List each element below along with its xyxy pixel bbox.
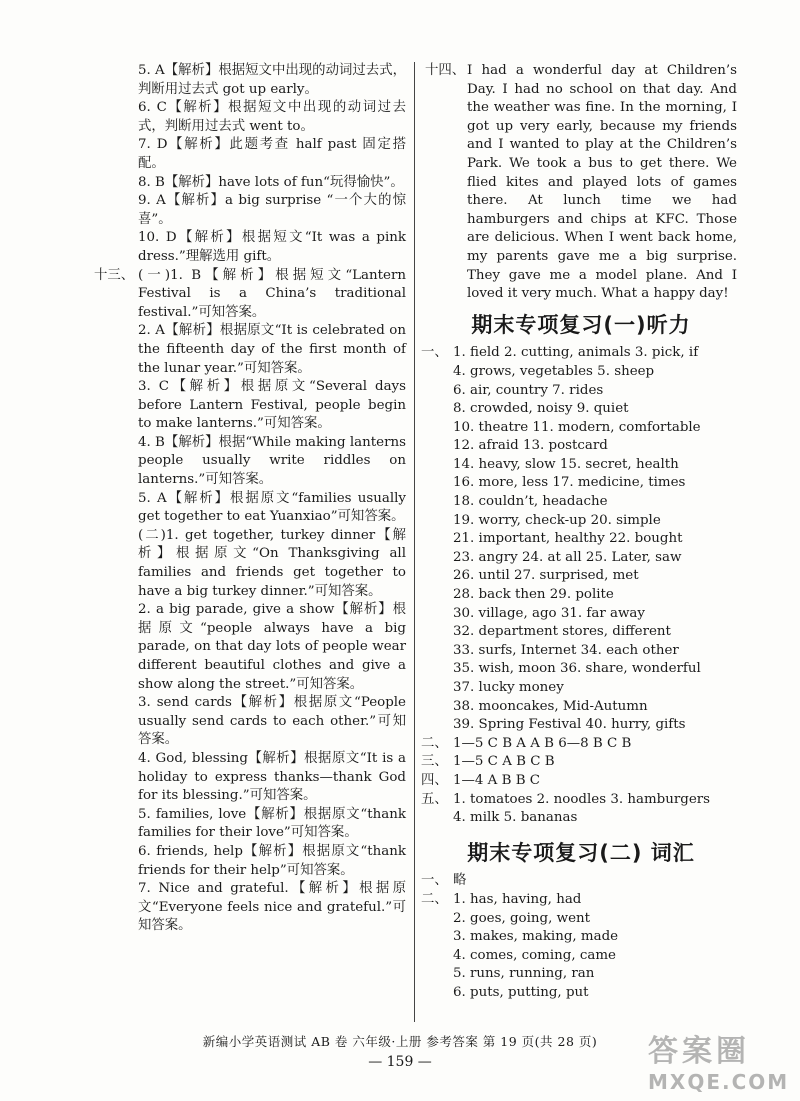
answer-row [425,363,737,382]
answer-row [425,530,737,549]
answer-text: 19. worry, check-up 20. simple [453,512,661,528]
answer-row [425,437,737,456]
answer-lead: 三、 [421,754,448,770]
answer-row [425,947,737,966]
answer-row [425,716,737,735]
answer-lead: 二、 [421,735,448,751]
answer-row [425,549,737,568]
answer-text: 1—5 C B A A B 6—8 B C B [453,735,632,751]
answer-text: 6. friends, help【解析】根据原文“thank friends for their help”可知答案。 [138,843,406,878]
right-column [421,62,737,1003]
answer-item [138,490,406,527]
watermark-url: MXQE.COM [648,1070,790,1094]
answer-text: 2. goes, going, went [453,910,590,926]
answer-text: 6. air, country 7. rides [453,382,604,398]
answer-item [138,378,406,434]
answer-text: 5. runs, running, ran [453,966,595,982]
answer-row [425,984,737,1003]
answer-text: 18. couldn’t, headache [453,494,608,510]
watermark-text: 答案圈 [648,1034,750,1069]
answer-text: 7. D【解析】此题考查 half past 固定搭配。 [138,137,406,171]
answer-text: 9. A【解析】a big surprise “一个大的惊喜”。 [138,193,406,227]
answer-item [94,267,406,323]
answer-text: 7. Nice and grateful.【解析】根据原文“Everyone feels nice and grateful.”可知答案。 [138,881,406,934]
answer-item [138,843,406,880]
page-number: — 159 — [368,1054,432,1070]
answer-text: 1. tomatoes 2. noodles 3. hamburgers [453,791,711,807]
answer-item [138,174,406,193]
answer-text: 5. A【解析】根据短文中出现的动词过去式，判断用过去式 got up early。 [138,63,406,97]
answer-row [425,809,737,828]
answer-row [421,735,737,754]
left-column [94,62,406,936]
answer-row [425,965,737,984]
answer-row [425,910,737,929]
page-footer: 新编小学英语测试 AB 卷 六年级·上册 参考答案 第 19 页(共 28 页) [202,1034,598,1049]
answer-text: 略 [453,873,467,889]
answer-row [425,605,737,624]
answer-lead: 十三、 [94,267,135,283]
answer-text: 1—4 A B B C [453,772,541,788]
answer-text: 16. more, less 17. medicine, times [453,475,686,491]
answer-text: 12. afraid 13. postcard [453,438,608,454]
answer-text: 10. theatre 11. modern, comfortable [453,419,701,435]
answer-row [425,567,737,586]
answer-row [421,891,737,910]
answer-row [421,344,737,363]
essay-lead: 十四、 [425,63,466,78]
answer-item [138,136,406,173]
essay-text: I had a wonderful day at Children’s Day. I had no school on that day. And the weather was fine. In the morning, I got up very early, because my friends and I wanted to play at the Children’s Park. We took a bus to get there. We flied kites and played lots of games there. At lunch time we had hamburgers and chips at KFC. Those are delicious. When I went back home, my parents gave me a big surprise. They gave me a model plane. And I loved it very much. What a happy day! [467,63,737,302]
answer-row [425,419,737,438]
answer-text: 2. A【解析】根据原文“It is celebrated on the fifteenth day of the first month of the lunar year.”可知答案。 [138,323,406,376]
answer-item [138,434,406,490]
section1-answers [421,344,737,827]
answer-row [421,772,737,791]
answer-row [425,382,737,401]
answer-lead: 四、 [421,772,448,788]
answer-text: 8. B【解析】have lots of fun“玩得愉快”。 [138,174,404,190]
answer-row [425,928,737,947]
answer-row [425,623,737,642]
answer-row [425,400,737,419]
answer-row [425,642,737,661]
section1-title: 期末专项复习(一)听力 [471,312,691,337]
answer-text: 37. lucky money [453,680,564,695]
answer-lead: 五、 [421,791,448,807]
answer-text: 30. village, ago 31. far away [453,605,645,621]
answer-text: 6. C【解析】根据短文中出现的动词过去式，判断用过去式 went to。 [138,100,406,134]
answer-row [425,493,737,512]
answer-text: 14. heavy, slow 15. secret, health [453,456,679,472]
answer-row [425,679,737,698]
answer-text: 26. until 27. surprised, met [453,568,639,584]
answer-text: (二)1. get together, turkey dinner【解析】根据原文“On Thanksgiving all families and friends get together to have a big turkey dinner.”可知答案。 [138,527,406,599]
answer-text: 1—5 C A B C B [453,754,555,770]
answer-row [421,791,737,810]
answer-text: 10. D【解析】根据短文“It was a pink dress.”理解选用 gift。 [138,230,406,264]
answer-row [425,474,737,493]
section2-title: 期末专项复习(二) 词汇 [467,840,695,865]
essay-paragraph [425,62,737,304]
answer-lead: 一、 [421,873,448,889]
answer-row [421,872,737,891]
answer-row [425,698,737,717]
answer-text: 8. crowded, noisy 9. quiet [453,401,629,417]
answer-row [425,512,737,531]
answer-text: 3. makes, making, made [453,929,619,945]
answer-item [138,192,406,229]
answer-item [138,229,406,266]
answer-text: 21. important, healthy 22. bought [453,531,683,547]
answer-text: 33. surfs, Internet 34. each other [453,642,679,658]
answer-text: 3. C【解析】根据原文“Several days before Lantern Festival, people begin to make lanterns.”可知答案。 [138,379,406,432]
answer-text: 1. field 2. cutting, animals 3. pick, if [453,345,699,361]
answer-lead: 二、 [421,891,448,907]
section2-answers [421,872,737,1002]
answer-item [138,694,406,750]
answer-text: 4. grows, vegetables 5. sheep [453,363,655,379]
answer-item [138,527,406,601]
answer-row [425,660,737,679]
column-divider [414,62,415,1022]
answer-text: 35. wish, moon 36. share, wonderful [453,661,701,677]
answer-text: 4. God, blessing【解析】根据原文“It is a holiday to express thanks—thank God for its blessing.”可知答案。 [138,750,406,804]
answer-text: 6. puts, putting, put [453,984,589,1000]
answer-text: 23. angry 24. at all 25. Later, saw [453,549,682,565]
answer-item [138,880,406,936]
answer-text: 5. families, love【解析】根据原文“thank families for their love”可知答案。 [138,806,406,841]
answer-row [421,753,737,772]
answer-text: 1. has, having, had [453,891,582,907]
answer-item [138,322,406,378]
answer-item [138,806,406,843]
answer-text: 3. send cards【解析】根据原文“People usually send cards to each other.”可知答案。 [138,695,406,748]
answer-row [425,456,737,475]
answer-text: (一)1. B【解析】根据短文“Lantern Festival is a China’s traditional festival.”可知答案。 [138,267,406,320]
answer-text: 38. mooncakes, Mid-Autumn [453,698,648,714]
answer-row [425,586,737,605]
answer-text: 4. milk 5. bananas [453,810,578,826]
answer-item [138,750,406,806]
answer-text: 28. back then 29. polite [453,587,614,603]
answer-item [138,601,406,694]
answer-text: 4. B【解析】根据“While making lanterns people usually write riddles on lanterns.”可知答案。 [138,434,406,488]
answer-item [138,99,406,136]
watermark-logo [648,1026,798,1101]
answer-text: 2. a big parade, give a show【解析】根据原文“people always have a big parade, on that day lots of people wear different beautiful clothes and give a show along the street.”可知答案。 [138,602,406,692]
answer-lead: 一、 [421,345,448,361]
answer-text: 39. Spring Festival 40. hurry, gifts [453,717,686,733]
answer-item [138,62,406,99]
answer-text: 4. comes, coming, came [453,947,616,963]
answer-text: 32. department stores, different [453,624,671,640]
answer-text: 5. A【解析】根据原文“families usually get together to eat Yuanxiao”可知答案。 [138,490,406,525]
